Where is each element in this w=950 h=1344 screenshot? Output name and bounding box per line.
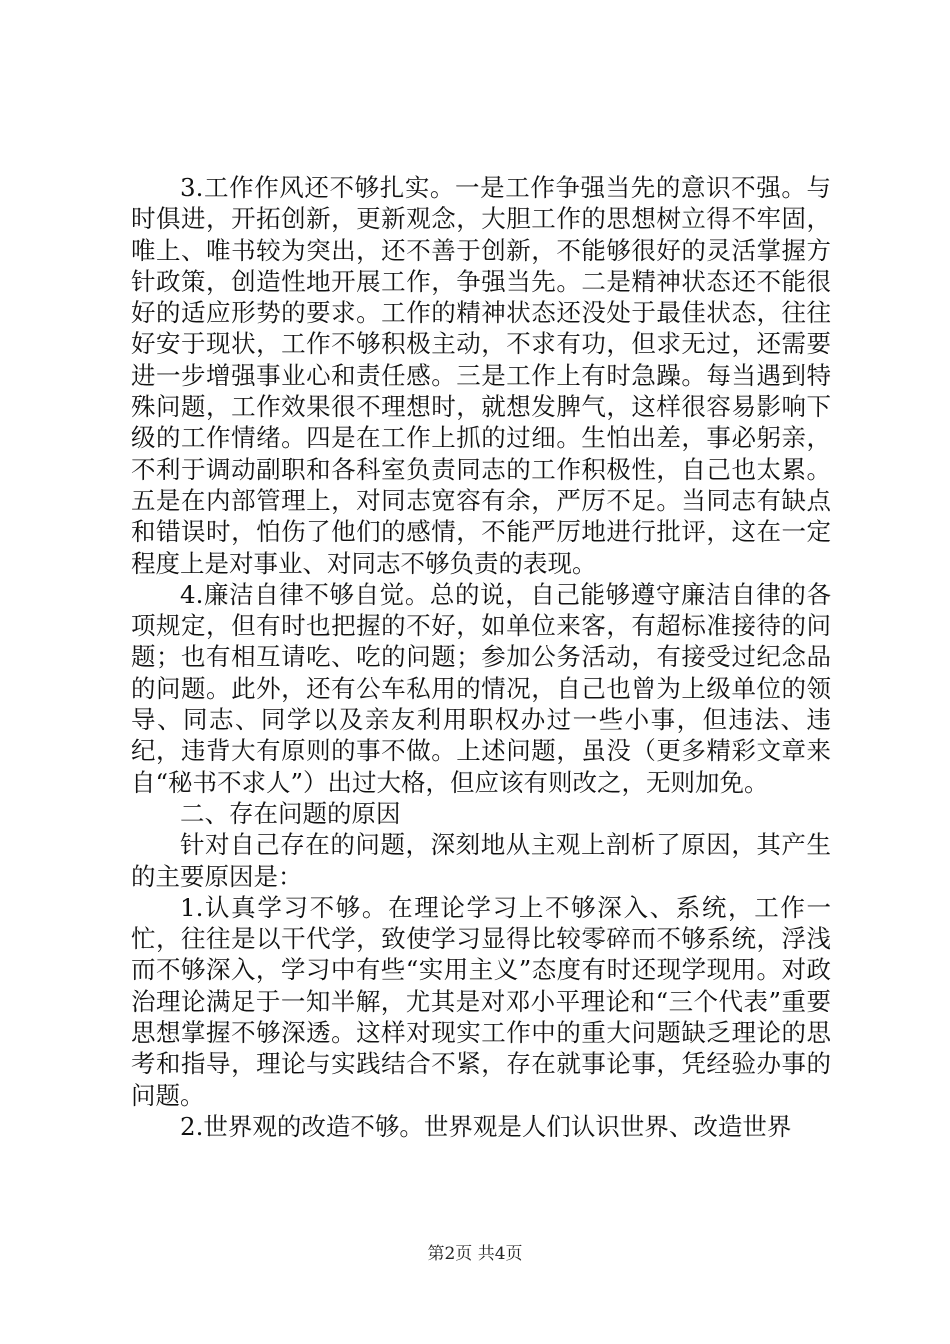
paragraph-causes-intro: 针对自己存在的问题，深刻地从主观上剖析了原因，其产生的主要原因是： (131, 830, 831, 891)
page-number-footer: 第2页 共4页 (427, 1244, 523, 1264)
paragraph-integrity: 4.廉洁自律不够自觉。总的说，自己能够遵守廉洁自律的各项规定，但有时也把握的不好，如单位来客，有超标准接待的问题；也有相互请吃、吃的问题；参加公务活动，有接受过纪念品的问题。此外，还有公车私用的情况，自己也曾为上级单位的领导、同志、同学以及亲友利用职权办过一些小事，但违法、违纪，违背大有原则的事不做。上述问题，虽没（更多精彩文章来自“秘书不求人”）出过大格，但应该有则改之，无则加免。 (131, 579, 831, 797)
paragraph-work-style: 3.工作作风还不够扎实。一是工作争强当先的意识不强。与时俱进，开拓创新，更新观念，大胆工作的思想树立得不牢固，唯上、唯书较为突出，还不善于创新，不能够很好的灵活掌握方针政策，创造性地开展工作，争强当先。二是精神状态还不能很好的适应形势的要求。工作的精神状态还没处于最佳状态，往往好安于现状，工作不够积极主动，不求有功，但求无过，还需要进一步增强事业心和责任感。三是工作上有时急躁。每当遇到特殊问题，工作效果很不理想时，就想发脾气，这样很容易影响下级的工作情绪。四是在工作上抓的过细。生怕出差，事必躬亲，不利于调动副职和各科室负责同志的工作积极性，自己也太累。五是在内部管理上，对同志宽容有余，严厉不足。当同志有缺点和错误时，怕伤了他们的感情，不能严厉地进行批评，这在一定程度上是对事业、对同志不够负责的表现。 (131, 173, 831, 578)
document-body (131, 172, 831, 1142)
paragraph-study: 1.认真学习不够。在理论学习上不够深入、系统，工作一忙，往往是以干代学，致使学习显得比较零碎而不够系统，浮浅而不够深入，学习中有些“实用主义”态度有时还现学现用。对政治理论满足于一知半解，尤其是对邓小平理论和“三个代表”重要思想掌握不够深透。这样对现实工作中的重大问题缺乏理论的思考和指导，理论与实践结合不紧，存在就事论事，凭经验办事的问题。 (131, 892, 831, 1110)
paragraph-worldview: 2.世界观的改造不够。世界观是人们认识世界、改造世界 (180, 1111, 792, 1141)
section-heading-causes: 二、存在问题的原因 (180, 798, 401, 828)
